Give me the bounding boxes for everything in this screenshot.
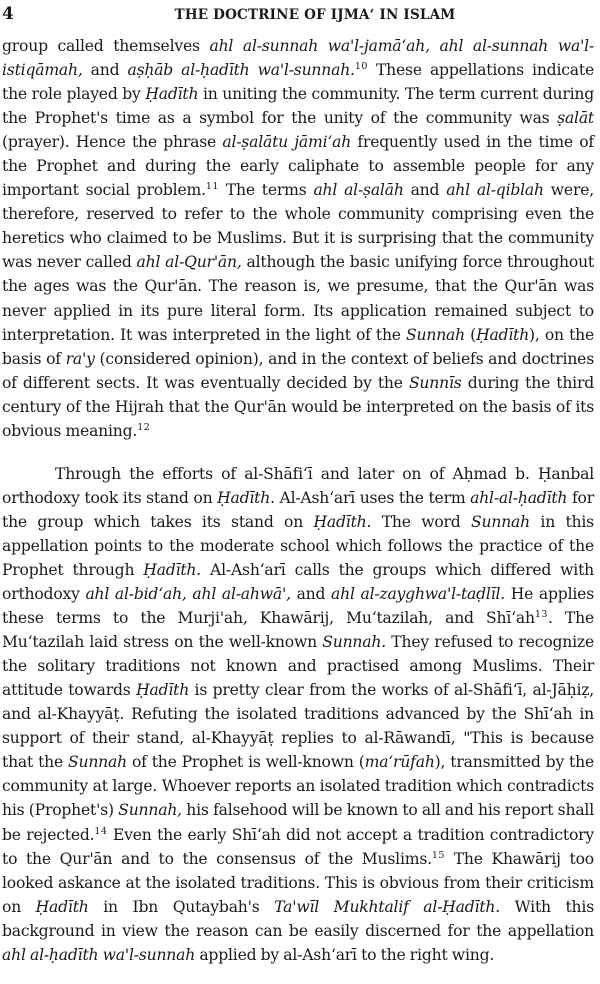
italic-term: ahl al-ṣalāh: [313, 181, 404, 200]
italic-term: ahl al-sunnah wa'l-jamā‘ah, ahl al-sunnah wa'l-istiqāmah,: [2, 37, 595, 80]
text-run: (considered opinion), and in the context of beliefs and doctrines of different sects. It was eventually decided by the: [2, 349, 595, 392]
text-run: The word: [371, 512, 472, 531]
footnote-ref: 12: [137, 421, 151, 433]
body-text: [2, 34, 594, 967]
italic-term: Ḥadīth.: [217, 488, 275, 507]
italic-term: Sunnah,: [118, 801, 182, 820]
italic-term: Ḥadīth.: [313, 512, 372, 531]
italic-term: ṣalāt: [557, 109, 594, 128]
running-head: [2, 4, 594, 24]
italic-term: Ḥadīth: [476, 325, 530, 344]
footnote-ref: 11: [205, 181, 219, 193]
text-run: Through the efforts of al-Shāfi‘ī and later on of Aḥmad b. Ḥanbal orthodoxy took its stand on: [2, 464, 594, 507]
text-run: and: [290, 585, 332, 604]
text-run: With this background in view the reason can be easily discerned for the appellation: [2, 897, 594, 940]
text-run: Even the early Shī‘ah did not accept a tradition contradictory to the Qur'ān and to the consensus of the Muslims.: [2, 825, 594, 868]
footnote-ref: 10: [354, 61, 368, 73]
text-run: He applies these terms to the Murji'ah, Khawārij, Mu‘tazilah, and Shī‘ah: [2, 585, 594, 628]
italic-term: Sunnah.: [322, 633, 386, 652]
text-run: and: [403, 181, 447, 200]
italic-term: ahl al-qiblah: [446, 181, 544, 200]
text-run: group called themselves: [2, 37, 210, 55]
italic-term: ahl al-Qur'ān,: [136, 253, 242, 272]
text-run: although the basic unifying force throughout the ages was the Qur'ān. The reason is, we presume, that the Qur'ān was never applied in its pure literal form. Its application remained subject to interpretation. It was interpreted in the light of the: [2, 253, 594, 344]
italic-term: Sunnah: [68, 753, 127, 772]
text-run: applied by al-Ash‘arī to the right wing.: [195, 945, 495, 964]
footnote-ref: 13: [534, 609, 548, 621]
text-run: Al-Ash‘arī calls the groups which differed with orthodoxy: [2, 560, 594, 604]
italic-term: ahl-al-ḥadīth: [470, 488, 568, 507]
text-run: . The Mu‘tazilah laid stress on the well-known: [2, 609, 594, 652]
text-run: his falsehood will be known to all and his report shall be rejected.: [2, 801, 594, 844]
text-run: (prayer). Hence the phrase: [2, 133, 223, 152]
italic-term: al-ṣalātu jāmi‘ah: [222, 133, 352, 152]
text-run: and: [82, 61, 128, 80]
text-run: in uniting the community. The term current during the Prophet's time as a symbol for the unity of the community was: [2, 85, 594, 128]
italic-term: Sunnīs: [408, 373, 462, 392]
italic-term: aṣḥāb al-ḥadīth wa'l-sunnah.: [127, 61, 355, 80]
text-run: in Ibn Qutaybah's: [88, 897, 275, 916]
text-run: frequently used in the time of the Prophet and during the early caliphate to assemble people for any important social problem.: [2, 133, 594, 200]
paragraph: [2, 34, 594, 443]
footnote-ref: 15: [431, 849, 445, 861]
italic-term: Ḥadīth: [35, 897, 89, 916]
italic-term: ahl al-bid‘ah, ahl al-ahwā',: [85, 585, 291, 604]
italic-term: ahl al-ḥadīth wa'l-sunnah: [2, 945, 196, 964]
text-run: They refused to recognize the solitary traditions not known and practised among Muslims. Their attitude towards: [2, 633, 594, 700]
italic-term: ahl al-zayghwa'l-taḍlīl.: [331, 585, 506, 604]
text-run: (: [464, 325, 477, 344]
footnote-ref: 14: [94, 825, 108, 837]
italic-term: ma‘rūfah: [364, 753, 435, 772]
italic-term: ra'y: [65, 349, 95, 368]
italic-term: Ḥadīth: [136, 681, 190, 700]
text-run: The terms: [218, 181, 314, 200]
text-run: ), transmitted by the community at large. Whoever reports an isolated tradition which contradicts his (Prophet's): [2, 753, 594, 820]
text-run: during the third century of the Hijrah that the Qur'ān would be interpreted on the basis of its obvious meaning.: [2, 373, 595, 440]
paragraph: [2, 462, 594, 967]
text-run: were, therefore, reserved to refer to the whole community comprising even the heretics who claimed to be Muslims. But it is surprising that the community was never called: [2, 181, 594, 272]
text-run: of the Prophet is well-known (: [126, 753, 365, 772]
text-run: The Khawārij too looked askance at the isolated traditions. This is obvious from their criticism on: [2, 849, 594, 916]
page-number: 4: [2, 4, 14, 24]
italic-term: Ḥadīth.: [143, 560, 202, 579]
text-run: in this appellation points to the moderate school which follows the practice of the Prophet through: [2, 512, 594, 579]
italic-term: Ḥadīth: [145, 85, 199, 104]
running-title: THE DOCTRINE OF IJMA‘ IN ISLAM: [174, 7, 456, 23]
text-run: is pretty clear from the works of al-Shāfi‘ī, al-Jāḥiẓ, and al-Khayyāṭ. Refuting the isolated traditions advanced by the Shī‘ah in support of their stand, al-Khayyāṭ replies to al-Rāwandī, "This is because that the: [2, 681, 595, 772]
text-run: ), on the basis of: [2, 325, 595, 368]
italic-term: Sunnah: [406, 325, 465, 344]
text-run: for the group which takes its stand on: [2, 488, 594, 531]
italic-term: Sunnah: [471, 512, 530, 531]
text-run: These appellations indicate the role played by: [2, 61, 594, 104]
text-run: Al-Ash‘arī uses the term: [274, 488, 471, 507]
italic-term: Ta'wīl Mukhtalif al-Ḥadīth.: [274, 897, 500, 916]
